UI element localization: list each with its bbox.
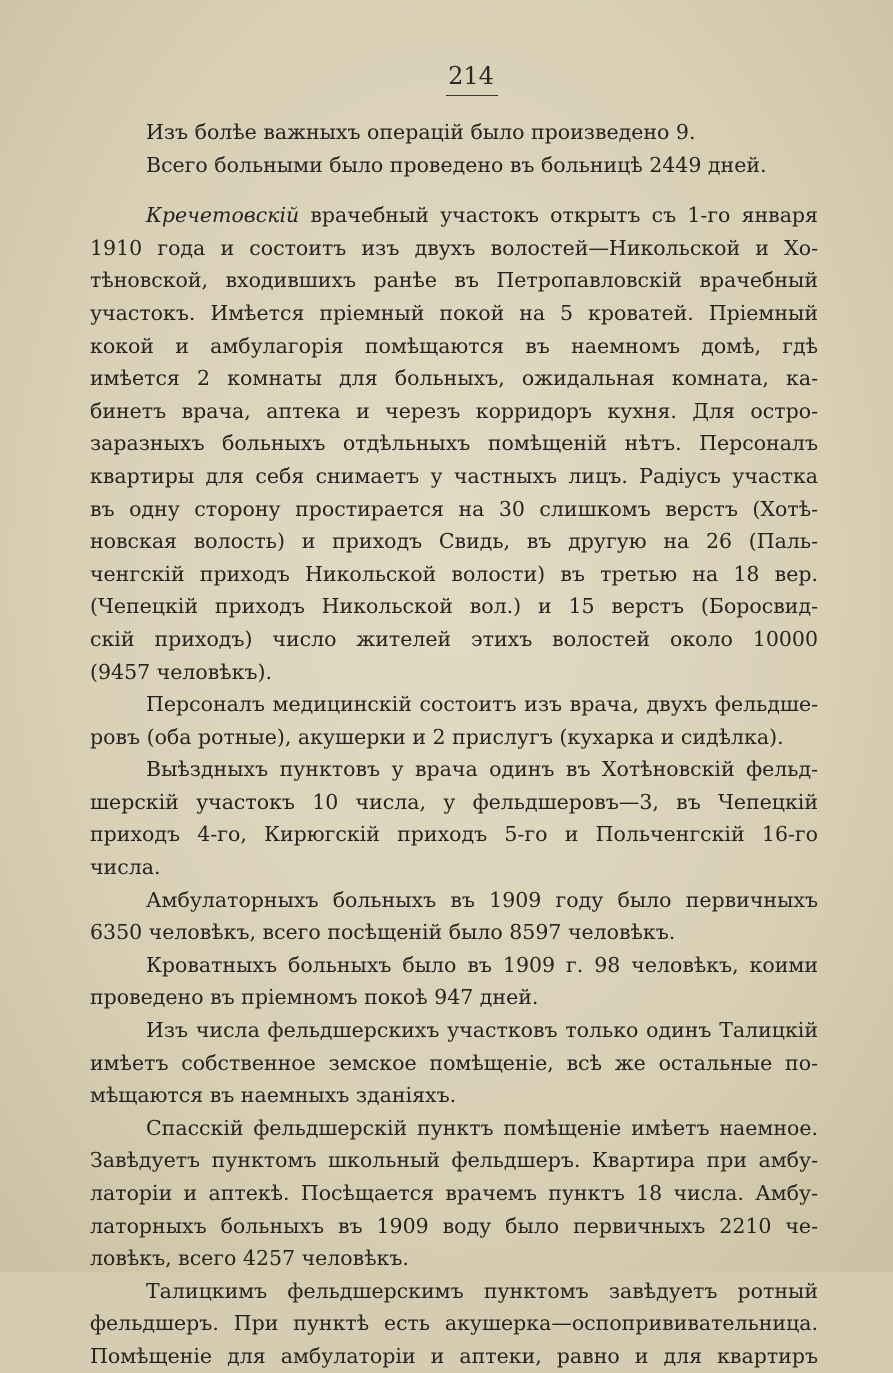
text-line: участокъ. Имѣется пріемный покой на 5 кроватей. Пріемный [90, 300, 818, 325]
text-line: имѣется 2 комнаты для больныхъ, ожидальная комната, ка- [90, 366, 818, 391]
text-line: Изъ болѣе важныхъ операцій было произведено 9. [146, 120, 696, 144]
text-line: кокой и амбулагорія помѣщаются въ наемномъ домѣ, гдѣ [90, 333, 818, 358]
text-line: скій приходъ) число жителей этихъ волостей около 10000 [90, 626, 818, 651]
text-line: 6350 человѣкъ, всего посѣщеній было 8597 человѣкъ. [90, 920, 676, 945]
text-line: ченгскій приходъ Никольской волости) въ третью на 18 вер. [90, 561, 818, 586]
text-line: Помѣщеніе для амбулаторіи и аптеки, равно и для квартиръ [90, 1343, 818, 1368]
text-line: приходъ 4-го, Кирюгскій приходъ 5-го и Польченгскій 16-го [90, 822, 818, 847]
text-line: Кроватныхъ больныхъ было въ 1909 г. 98 человѣкъ, коими [146, 952, 818, 977]
text-line: Спасскій фельдшерскій пунктъ помѣщеніе имѣетъ наемное. [146, 1115, 818, 1140]
text-line: мѣщаются въ наемныхъ зданіяхъ. [90, 1083, 457, 1108]
text-line: Амбулаторныхъ больныхъ въ 1909 году было первичныхъ [146, 887, 818, 912]
page-number-underline [446, 95, 498, 96]
text-line: Выѣздныхъ пунктовъ у врача одинъ въ Хотѣновскій фельд- [146, 757, 818, 782]
text-line: Всего больными было проведено въ больницѣ 2449 дней. [146, 152, 767, 177]
text-line: Изъ числа фельдшерскихъ участковъ только одинъ Талицкій [146, 1018, 818, 1043]
text-line: шерскій участокъ 10 числа, у фельдшеровъ—3, въ Чепецкій [90, 789, 818, 814]
text-line: ловѣкъ, всего 4257 человѣкъ. [90, 1246, 409, 1271]
text-line: заразныхъ больныхъ отдѣльныхъ помѣщеній нѣтъ. Персоналъ [90, 431, 818, 456]
text-line: числа. [90, 855, 161, 880]
district-name: Кречетовскій [146, 203, 300, 228]
text-line: новская волость) и приходъ Свидь, въ другую на 26 (Паль- [90, 529, 818, 554]
text-line: (9457 человѣкъ). [90, 659, 273, 684]
paragraph-gap [90, 181, 818, 199]
text-line: бинетъ врача, аптека и черезъ корридоръ кухня. Для остро- [90, 398, 818, 423]
text-line: 1910 года и состоитъ изъ двухъ волостей—Никольской и Хо- [90, 235, 818, 260]
page-body [90, 116, 818, 1373]
page-number: 214 [448, 62, 494, 90]
text-line: Персоналъ медицинскій состоитъ изъ врача, двухъ фельдше- [146, 692, 818, 717]
text-span: врачебный участокъ открытъ съ 1-го января [310, 203, 818, 228]
text-line: (Чепецкій приходъ Никольской вол.) и 15 верстъ (Боросвид- [90, 594, 818, 619]
text-line: ровъ (оба ротные), акушерки и 2 прислугъ (кухарка и сидѣлка). [90, 724, 784, 749]
text-line: фельдшеръ. При пунктѣ есть акушерка—оспопрививательница. [90, 1311, 818, 1336]
text-line: проведено въ пріемномъ покоѣ 947 дней. [90, 985, 539, 1010]
text-line: латоріи и аптекѣ. Посѣщается врачемъ пунктъ 18 числа. Амбу- [90, 1181, 818, 1205]
text-line: квартиры для себя снимаетъ у частныхъ лицъ. Радіусъ участка [90, 463, 818, 488]
text-line: тѣновской, входившихъ ранѣе въ Петропавловскій врачебный [90, 268, 818, 293]
text-line: въ одну сторону простирается на 30 слишкомъ верстъ (Хотѣ- [90, 496, 818, 521]
text-line: Завѣдуетъ пунктомъ школьный фельдшеръ. Квартира при амбу- [90, 1148, 818, 1173]
text-line: Талицкимъ фельдшерскимъ пунктомъ завѣдуетъ ротный [146, 1278, 818, 1303]
text-line: латорныхъ больныхъ въ 1909 воду было первичныхъ 2210 че- [90, 1213, 818, 1238]
text-line: имѣетъ собственное земское помѣщеніе, всѣ же остальные по- [90, 1050, 818, 1075]
text-line [90, 199, 818, 232]
